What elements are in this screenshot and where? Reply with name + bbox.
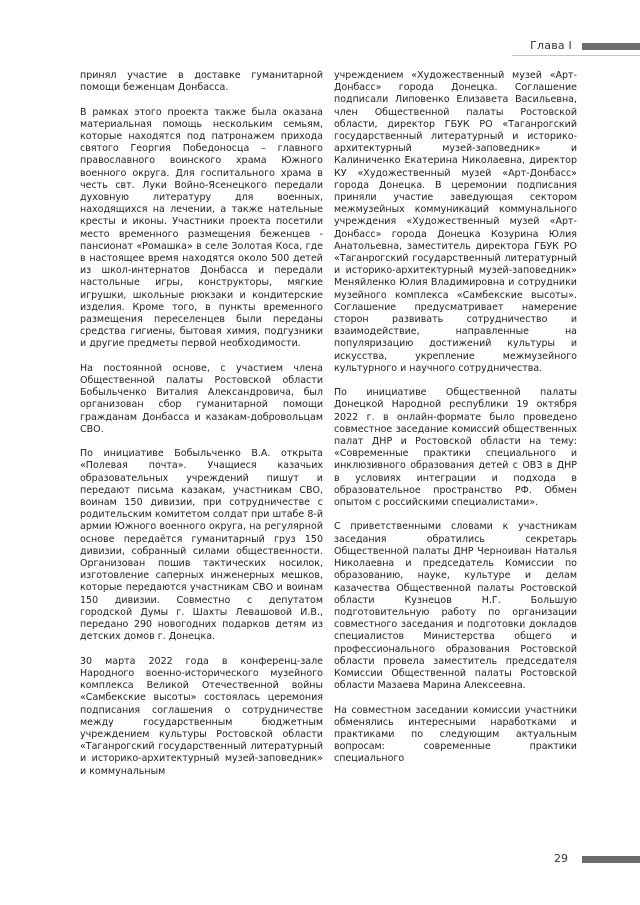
paragraph: учреждением «Художественный музей «Арт-Донбасс» города Донецка. Соглашение подписали Липовенко Елизавета Васильевна, член Общественной палаты Ростовской области, директор ГБУК РО «Таганрогский государственный литературный и историко-архитектурный музей-заповедник» и Калиниченко Екатерина Николаевна, директор КУ «Художественный музей «Арт-Донбасс» города Донецка. В церемонии подписания приняли участие заведующая сектором межмузейных коммуникаций коммунального учреждения «Художественный музей «Арт-Донбасс» города Донецка Козурина Юлия Анатольевна, заместитель директора ГБУК РО «Таганрогский государственный литературный и историко-архитектурный музей-заповедник» Меняйленко Юлия Владимировна и сотрудники музейного комплекса «Самбекские высоты». Соглашение предусматривает намерение сторон развивать сотрудничество и взаимодействие, направленные на популяризацию достижений культуры и искусства, укрепление межмузейного культурного и научного сотрудничества. [334,70,577,374]
paragraph: По инициативе Общественной палаты Донецкой Народной республики 19 октября 2022 г. в онлайн-формате было проведено совместное заседание комиссий общественных палат ДНР и Ростовской области на тему: «Современные практики специального и инклюзивного образования детей с ОВЗ в ДНР в условиях интеграции и подхода в образовательное пространство РФ. Обмен опытом с российскими специалистами». [334,387,577,509]
header-accent-bar [582,43,640,50]
paragraph: В рамках этого проекта также была оказана материальная помощь нескольким семьям, которые находятся под патронажем прихода святого Георгия Победоносца – главного православного воинского храма Южного военного округа. Для госпитального храма в честь свт. Луки Войно-Ясенецкого передали духовную литературу для военных, находящихся на лечении, а также нательные кресты и иконы. Участники проекта посетили место временного размещения беженцев - пансионат «Ромашка» в селе Золотая Коса, где в настоящее время находятся около 500 детей из школ-интернатов Донбасса и передали настольные игры, конструкторы, мягкие игрушки, школьные рюкзаки и кондитерские изделия. Кроме того, в пункты временного размещения переселенцев были переданы средства гигиены, бытовая химия, подгузники и другие предметы первой необходимости. [80,106,323,350]
footer-accent-bar [582,856,640,863]
header-rule [512,55,640,56]
page-number: 29 [554,852,568,865]
paragraph: На совместном заседании комиссии участники обменялись интересными наработками и практиками по следующим актуальным вопросам: современные практики специального [334,704,577,765]
left-column [80,70,323,778]
right-column [334,70,577,766]
paragraph: 30 марта 2022 года в конференц-зале Народного военно-исторического музейного комплекса Великой Отечественной войны «Самбекские высоты» состоялась церемония подписания соглашения о сотрудничестве между государственным бюджетным учреждением культуры Ростовской области «Таганрогский государственный литературный и историко-архитектурный музей-заповедник» и коммунальным [80,655,323,777]
paragraph: На постоянной основе, с участием члена Общественной палаты Ростовской области Бобыльченко Виталия Александровича, был организован сбор гуманитарной помощи гражданам Донбасса и казакам-добровольцам СВО. [80,362,323,435]
paragraph: принял участие в доставке гуманитарной помощи беженцам Донбасса. [80,70,323,94]
paragraph: По инициативе Бобыльченко В.А. открыта «Полевая почта». Учащиеся казачьих образовательных учреждений пишут и передают письма казакам, участникам СВО, воинам 150 дивизии, при сотрудничестве с родительским комитетом солдат при штабе 8-й армии Южного военного округа, на регулярной основе передаётся гуманитарный груз 150 дивизии, собранный силами общественности. Организован пошив тактических носилок, изготовление саперных инженерных мешков, которые передаются участникам СВО и воинам 150 дивизии. Совместно с депутатом городской Думы г. Шахты Левашовой И.В., передано 290 новогодних подарков детям из детских домов г. Донецка. [80,448,323,643]
paragraph: С приветственными словами к участникам заседания обратились секретарь Общественной палаты ДНР Черноиван Наталья Николаевна и председатель Комиссии по образованию, науке, культуре и делам казачества Общественной палаты Ростовской области Кузнецов Н.Г. Большую подготовительную работу по организации совместного заседания и подготовки докладов специалистов Министерства общего и профессионального образования Ростовской области провела заместитель председателя Комиссии Общественной палаты Ростовской области Мазаева Марина Алексеевна. [334,521,577,692]
chapter-label: Глава I [530,39,572,52]
